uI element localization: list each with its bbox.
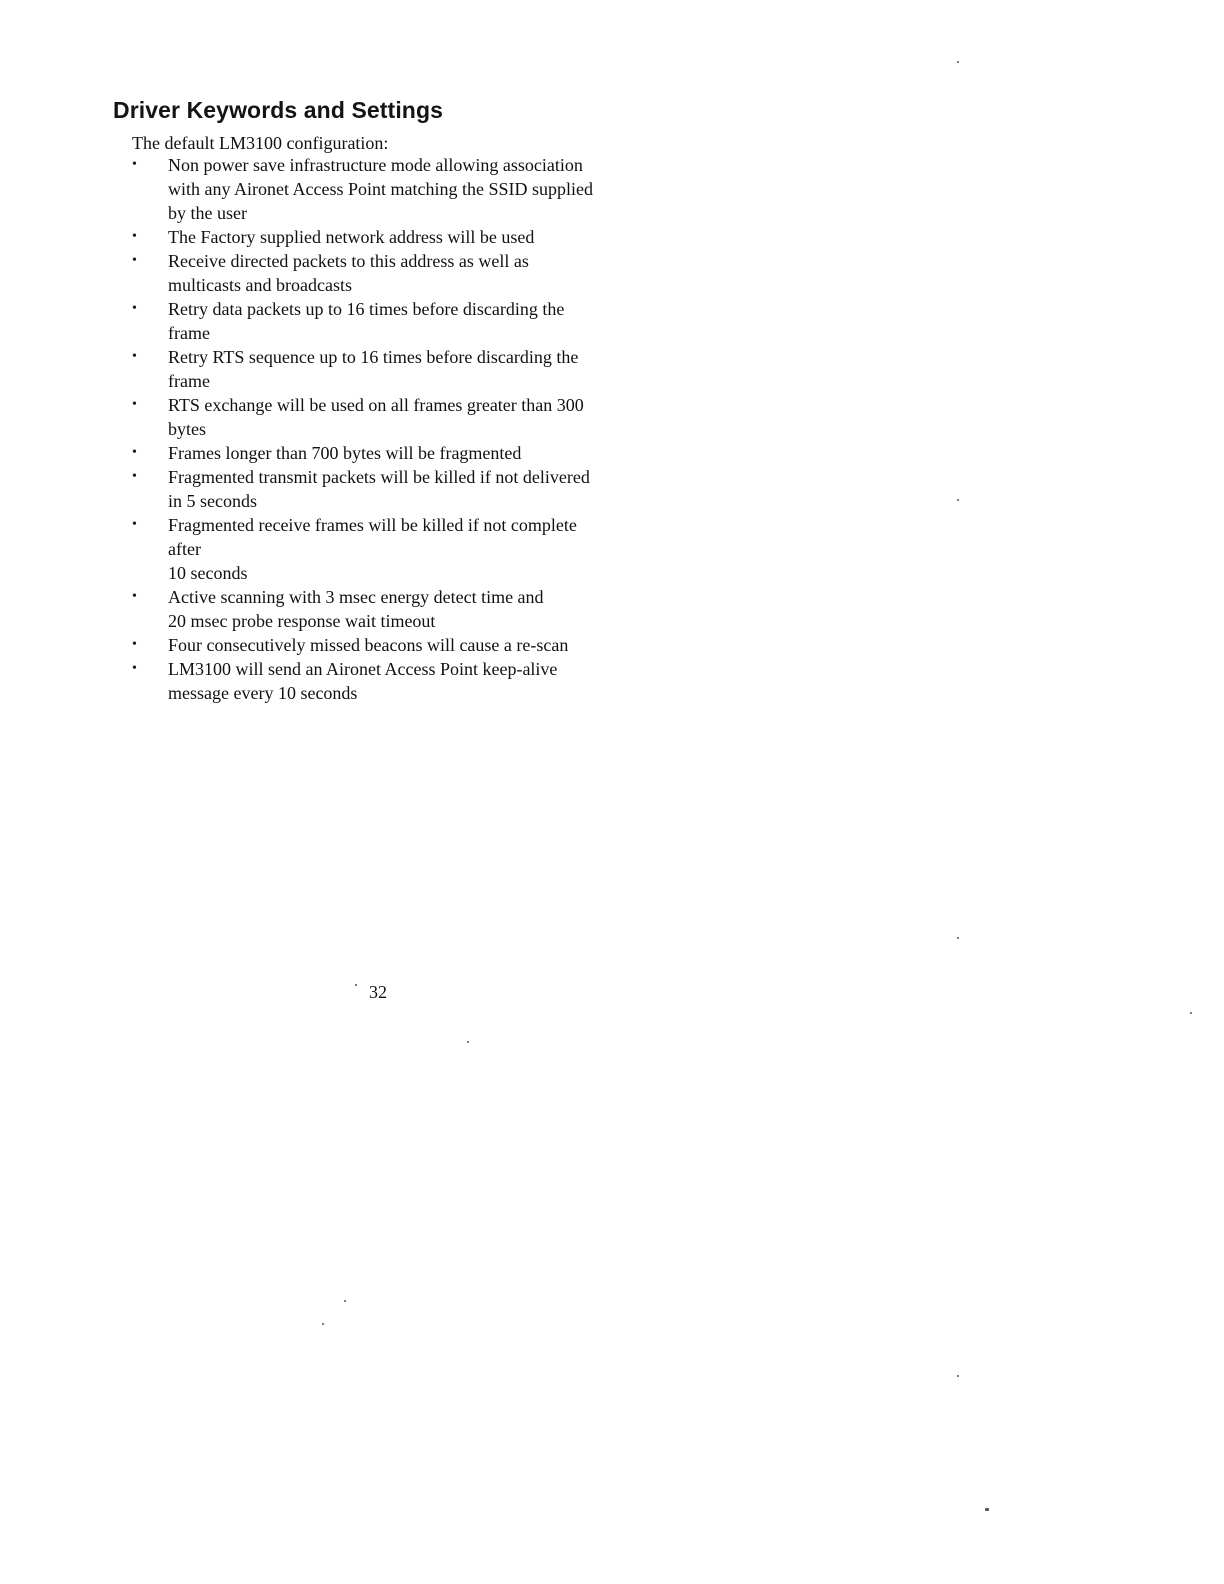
scan-speck (1190, 1012, 1192, 1014)
scan-speck (355, 984, 357, 986)
bullet-icon: • (132, 397, 137, 412)
bullet-icon: • (132, 469, 137, 484)
list-item (132, 249, 652, 297)
intro-text: The default LM3100 configuration: (132, 133, 389, 153)
list-item-text: Receive directed packets to this address as well as multicasts and broadcasts (168, 251, 529, 295)
scan-speck (467, 1041, 469, 1043)
scan-speck (957, 499, 959, 501)
list-item-text: Frames longer than 700 bytes will be fragmented (168, 443, 522, 463)
list-item-text: Non power save infrastructure mode allowing association with any Aironet Access Point matching the SSID supplied by the user (168, 155, 593, 223)
bullet-icon: • (132, 589, 137, 604)
scan-speck (957, 937, 959, 939)
list-item (132, 465, 652, 513)
section-heading: Driver Keywords and Settings (113, 97, 443, 123)
scan-speck (985, 1508, 989, 1511)
page-number: 32 (369, 982, 387, 1002)
bullet-icon: • (132, 349, 137, 364)
list-item (132, 441, 652, 465)
list-item (132, 513, 652, 585)
bullet-icon: • (132, 157, 137, 172)
list-item-text: The Factory supplied network address will be used (168, 227, 535, 247)
list-item (132, 633, 652, 657)
bullet-icon: • (132, 301, 137, 316)
bullet-icon: • (132, 637, 137, 652)
list-item-text: LM3100 will send an Aironet Access Point keep-alive message every 10 seconds (168, 659, 558, 703)
bullet-icon: • (132, 229, 137, 244)
list-item (132, 297, 652, 345)
list-item-text: Active scanning with 3 msec energy detect time and 20 msec probe response wait timeout (168, 587, 544, 631)
list-item (132, 657, 652, 705)
scan-speck (957, 1375, 959, 1377)
bullet-icon: • (132, 253, 137, 268)
list-item (132, 393, 652, 441)
list-item-text: Retry data packets up to 16 times before discarding the frame (168, 299, 565, 343)
list-item-text: RTS exchange will be used on all frames greater than 300 bytes (168, 395, 584, 439)
bullet-icon: • (132, 661, 137, 676)
scan-speck (957, 61, 959, 63)
bullet-icon: • (132, 445, 137, 460)
list-item-text: Retry RTS sequence up to 16 times before discarding the frame (168, 347, 579, 391)
scan-speck (344, 1300, 346, 1302)
list-item (132, 345, 652, 393)
list-item (132, 585, 652, 633)
list-item (132, 153, 652, 225)
list-item-text: Four consecutively missed beacons will cause a re-scan (168, 635, 569, 655)
scan-speck (322, 1323, 324, 1325)
bullet-icon: • (132, 517, 137, 532)
list-item-text: Fragmented receive frames will be killed if not complete after 10 seconds (168, 515, 577, 583)
list-item-text: Fragmented transmit packets will be killed if not delivered in 5 seconds (168, 467, 590, 511)
configuration-list (132, 153, 652, 705)
list-item (132, 225, 652, 249)
